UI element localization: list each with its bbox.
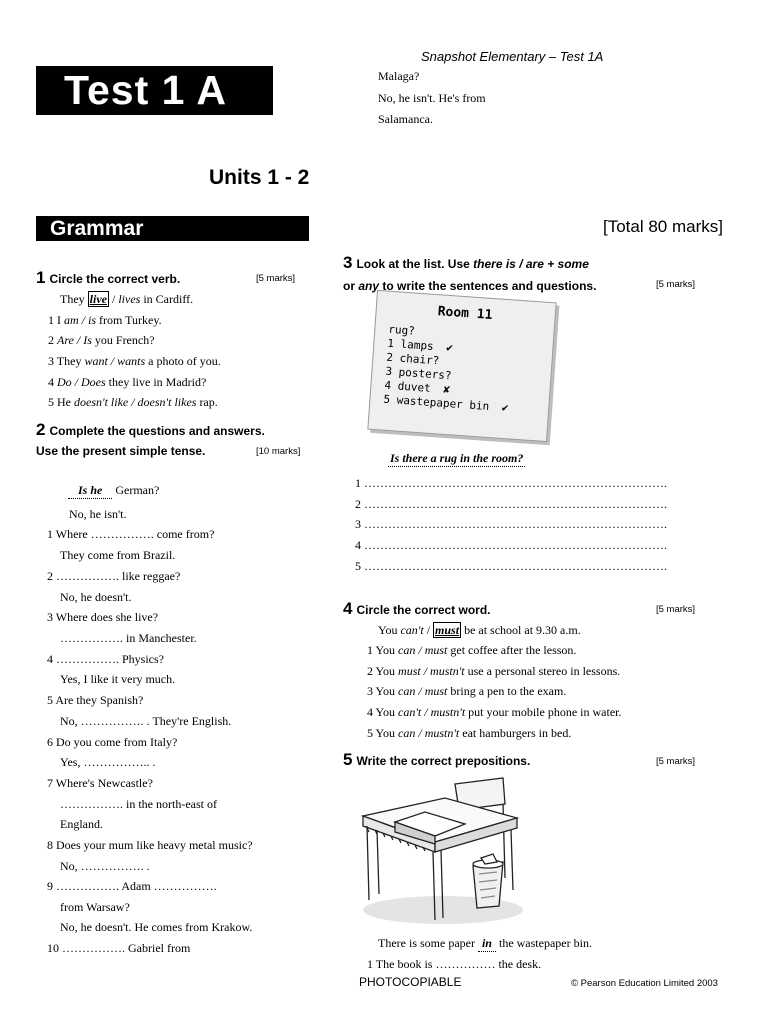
q1-example-pre: They — [60, 292, 88, 306]
q2-line: 6 Do you come from Italy? — [47, 735, 178, 749]
q3-answer-line: 5 …………………………………………………………………. — [355, 559, 667, 573]
q4-item-4: 4 You can't / mustn't put your mobile phone in water. — [367, 705, 622, 719]
q2-marks: [10 marks] — [256, 446, 301, 457]
q4-item-3: 3 You can / must bring a pen to the exam. — [367, 684, 567, 698]
q5-example-post: the wastepaper bin. — [495, 936, 592, 950]
q5-item-1: 1 The book is …………… the desk. — [367, 957, 542, 971]
q1-marks: [5 marks] — [256, 273, 296, 284]
q1-title: Circle the correct verb. — [49, 272, 181, 286]
q1-item-3: 3 They want / wants a photo of you. — [48, 354, 221, 368]
q4-title: Circle the correct word. — [356, 603, 491, 617]
tick-icon: ✔ — [445, 340, 454, 355]
q5-title: Write the correct prepositions. — [356, 754, 531, 768]
q2-line: 7 Where's Newcastle? — [47, 776, 153, 790]
q1-example-sep: / — [108, 292, 119, 306]
q1-item-2: 2 Are / Is you French? — [48, 333, 155, 347]
q3-title-e: to write the sentences and questions. — [379, 279, 597, 293]
q3-answer-line: 4 …………………………………………………………………. — [355, 538, 667, 552]
q2-line: No, he isn't. — [69, 507, 127, 521]
q2-line: ……………. in Manchester. — [60, 631, 197, 645]
q3-answer-line: 3 …………………………………………………………………. — [355, 517, 667, 531]
q4-example-post: be at school at 9.30 a.m. — [461, 623, 581, 637]
q5-example-pre: There is some paper — [378, 936, 478, 950]
section-title: Grammar — [50, 217, 144, 240]
series-title: Snapshot Elementary – Test 1A — [421, 49, 604, 64]
q4-marks: [5 marks] — [656, 604, 696, 615]
note-line: 1 lamps ✔ — [386, 336, 454, 355]
q2-line: Yes, …………….. . — [60, 755, 156, 769]
note-line: rug? — [387, 322, 416, 338]
q2-title-line-2: Use the present simple tense. — [36, 444, 206, 458]
footer-copyright: © Pearson Education Limited 2003 — [571, 978, 718, 989]
note-title: Room 11 — [437, 304, 493, 323]
q2-example-post: German? — [115, 483, 160, 497]
top-right-line-3: Salamanca. — [378, 112, 433, 126]
q1-example — [60, 292, 193, 307]
q2-line: Yes, I like it very much. — [60, 672, 176, 686]
q3-title-a: Look at the list. Use — [356, 257, 474, 271]
q2-line: No, ……………. . — [60, 859, 150, 873]
q2-number: 2 — [36, 420, 46, 439]
q2-line: 4 ……………. Physics? — [47, 652, 164, 666]
q2-line: 3 Where does she live? — [47, 610, 159, 624]
q2-line: No, ……………. . They're English. — [60, 714, 232, 728]
test-title-banner — [36, 66, 273, 115]
q2-example — [68, 483, 159, 499]
q2-line: No, he doesn't. He comes from Krakow. — [60, 920, 253, 934]
units-title: Units 1 - 2 — [209, 166, 310, 189]
total-marks: [Total 80 marks] — [603, 217, 723, 236]
tick-icon: ✔ — [501, 400, 509, 415]
q2-line: 9 ……………. Adam ……………. — [47, 879, 217, 893]
q4-heading — [343, 599, 491, 619]
q4-item-1: 1 You can / must get coffee after the lesson. — [367, 643, 577, 657]
q3-marks: [5 marks] — [656, 279, 696, 290]
q3-title-c: or — [343, 279, 359, 293]
section-banner — [36, 216, 309, 241]
room-list-note — [367, 290, 556, 442]
q2-line: ……………. in the north-east of — [60, 797, 217, 811]
top-right-line-2: No, he isn't. He's from — [378, 91, 486, 105]
q1-example-answer: live — [89, 292, 107, 306]
q2-line: 8 Does your mum like heavy metal music? — [47, 838, 253, 852]
q5-example-answer: in — [478, 936, 496, 952]
footer-photocopiable: PHOTOCOPIABLE — [359, 975, 462, 989]
note-line: 4 duvet ✘ — [384, 378, 451, 397]
q2-line: No, he doesn't. — [60, 590, 132, 604]
q4-item-2: 2 You must / mustn't use a personal stereo in lessons. — [367, 664, 621, 678]
q2-line: 10 ……………. Gabriel from — [47, 941, 191, 955]
q1-item-1: 1 I am / is from Turkey. — [48, 313, 162, 327]
q2-line: 1 Where ……………. come from? — [47, 527, 215, 541]
q1-example-post: in Cardiff. — [140, 292, 194, 306]
q3-answer-line: 2 …………………………………………………………………. — [355, 497, 667, 511]
q1-item-4: 4 Do / Does they live in Madrid? — [48, 375, 207, 389]
q2-line: England. — [60, 817, 103, 831]
top-right-line-1: Malaga? — [378, 69, 420, 83]
q4-example-answer: must — [435, 623, 460, 637]
q4-item-5: 5 You can / mustn't eat hamburgers in bed. — [367, 726, 572, 740]
q2-line: 5 Are they Spanish? — [47, 693, 144, 707]
q3-title-d: any — [358, 279, 380, 293]
note-line: 5 wastepaper bin ✔ — [383, 392, 509, 415]
q1-example-alt: lives — [118, 292, 141, 306]
q4-example-alt: can't — [400, 623, 424, 637]
q3-heading — [343, 253, 589, 273]
cross-icon: ✘ — [442, 382, 451, 397]
desk-illustration — [355, 770, 530, 930]
note-line: 3 posters? — [384, 364, 452, 383]
q3-answer-line: 1 …………………………………………………………………. — [355, 476, 667, 490]
q5-number: 5 — [343, 750, 353, 769]
q4-number: 4 — [343, 599, 353, 618]
q2-example-answer: Is he — [68, 483, 112, 499]
q2-line: 2 ……………. like reggae? — [47, 569, 181, 583]
q5-example — [378, 936, 592, 952]
test-title: Test 1 A — [64, 67, 227, 113]
q2-title-line-1: Complete the questions and answers. — [49, 424, 265, 438]
q2-heading — [36, 420, 265, 440]
q4-example-pre: You — [378, 623, 401, 637]
q3-example-answer: Is there a rug in the room? — [390, 451, 524, 465]
q3-example — [388, 451, 525, 467]
q3-title-b: there is / are + some — [473, 257, 589, 271]
q5-marks: [5 marks] — [656, 756, 696, 767]
q1-number: 1 — [36, 268, 46, 287]
q4-example-sep: / — [423, 623, 434, 637]
q4-example — [378, 623, 581, 638]
q1-heading — [36, 268, 180, 288]
q2-line: They come from Brazil. — [60, 548, 176, 562]
q3-number: 3 — [343, 253, 353, 272]
note-line: 2 chair? — [385, 350, 440, 368]
q5-heading — [343, 750, 530, 770]
q1-item-5: 5 He doesn't like / doesn't likes rap. — [48, 395, 218, 409]
q2-line: from Warsaw? — [60, 900, 130, 914]
